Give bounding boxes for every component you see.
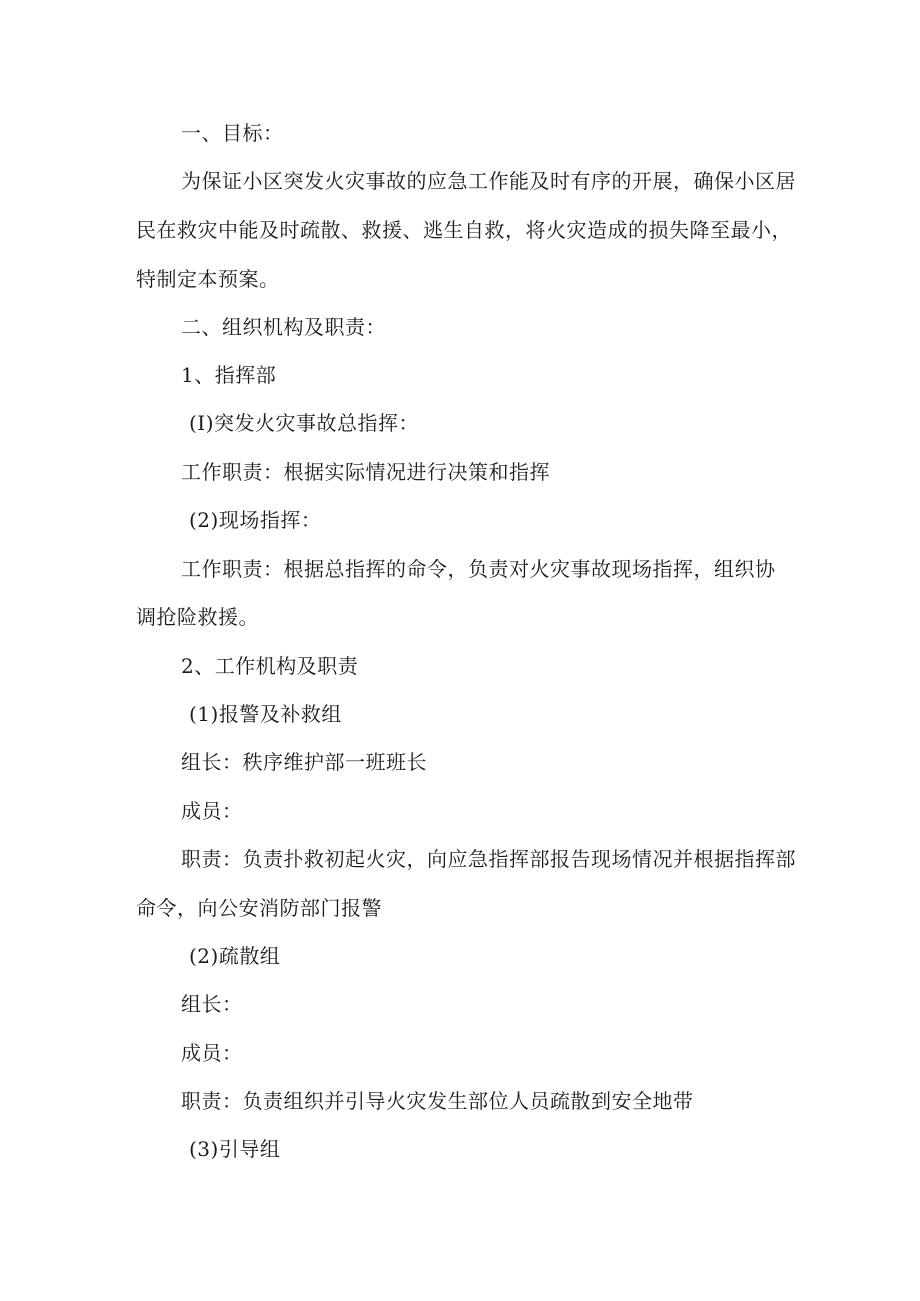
group-1-title: (1)报警及补救组 (189, 702, 342, 726)
command-item-1-title: (I)突发火灾事故总指挥： (189, 411, 420, 435)
goal-paragraph-line-3: 特制定本预案。 (136, 267, 280, 291)
group-2-duty: 职责：负责组织并引导火灾发生部位人员疏散到安全地带 (181, 1089, 694, 1113)
goal-paragraph-line-2: 民在救灾中能及时疏散、救援、逃生自救，将火灾造成的损失降至最小， (136, 218, 792, 242)
group-2-title: (2)疏散组 (189, 944, 281, 968)
goal-heading: 一、目标： (181, 121, 284, 145)
work-heading: 2、工作机构及职责 (181, 654, 359, 678)
command-item-1-duty: 工作职责：根据实际情况进行决策和指挥 (181, 460, 550, 484)
command-item-2-title: (2)现场指挥： (189, 508, 322, 532)
group-1-duty-line-2: 命令，向公安消防部门报警 (136, 896, 382, 920)
command-item-2-duty-line-1: 工作职责：根据总指挥的命令，负责对火灾事故现场指挥，组织协 (181, 557, 776, 581)
command-heading: 1、指挥部 (181, 363, 277, 387)
group-1-leader: 组长：秩序维护部一班班长 (181, 750, 427, 774)
group-1-members: 成员： (181, 799, 243, 823)
group-1-duty-line-1: 职责：负责扑救初起火灾，向应急指挥部报告现场情况并根据指挥部 (181, 847, 796, 871)
group-2-leader: 组长： (181, 992, 243, 1016)
command-item-2-duty-line-2: 调抢险救援。 (136, 605, 259, 629)
group-3-title: (3)引导组 (189, 1137, 281, 1161)
org-heading: 二、组织机构及职责： (181, 315, 386, 339)
goal-paragraph-line-1: 为保证小区突发火灾事故的应急工作能及时有序的开展，确保小区居 (181, 169, 796, 193)
group-2-members: 成员： (181, 1041, 243, 1065)
